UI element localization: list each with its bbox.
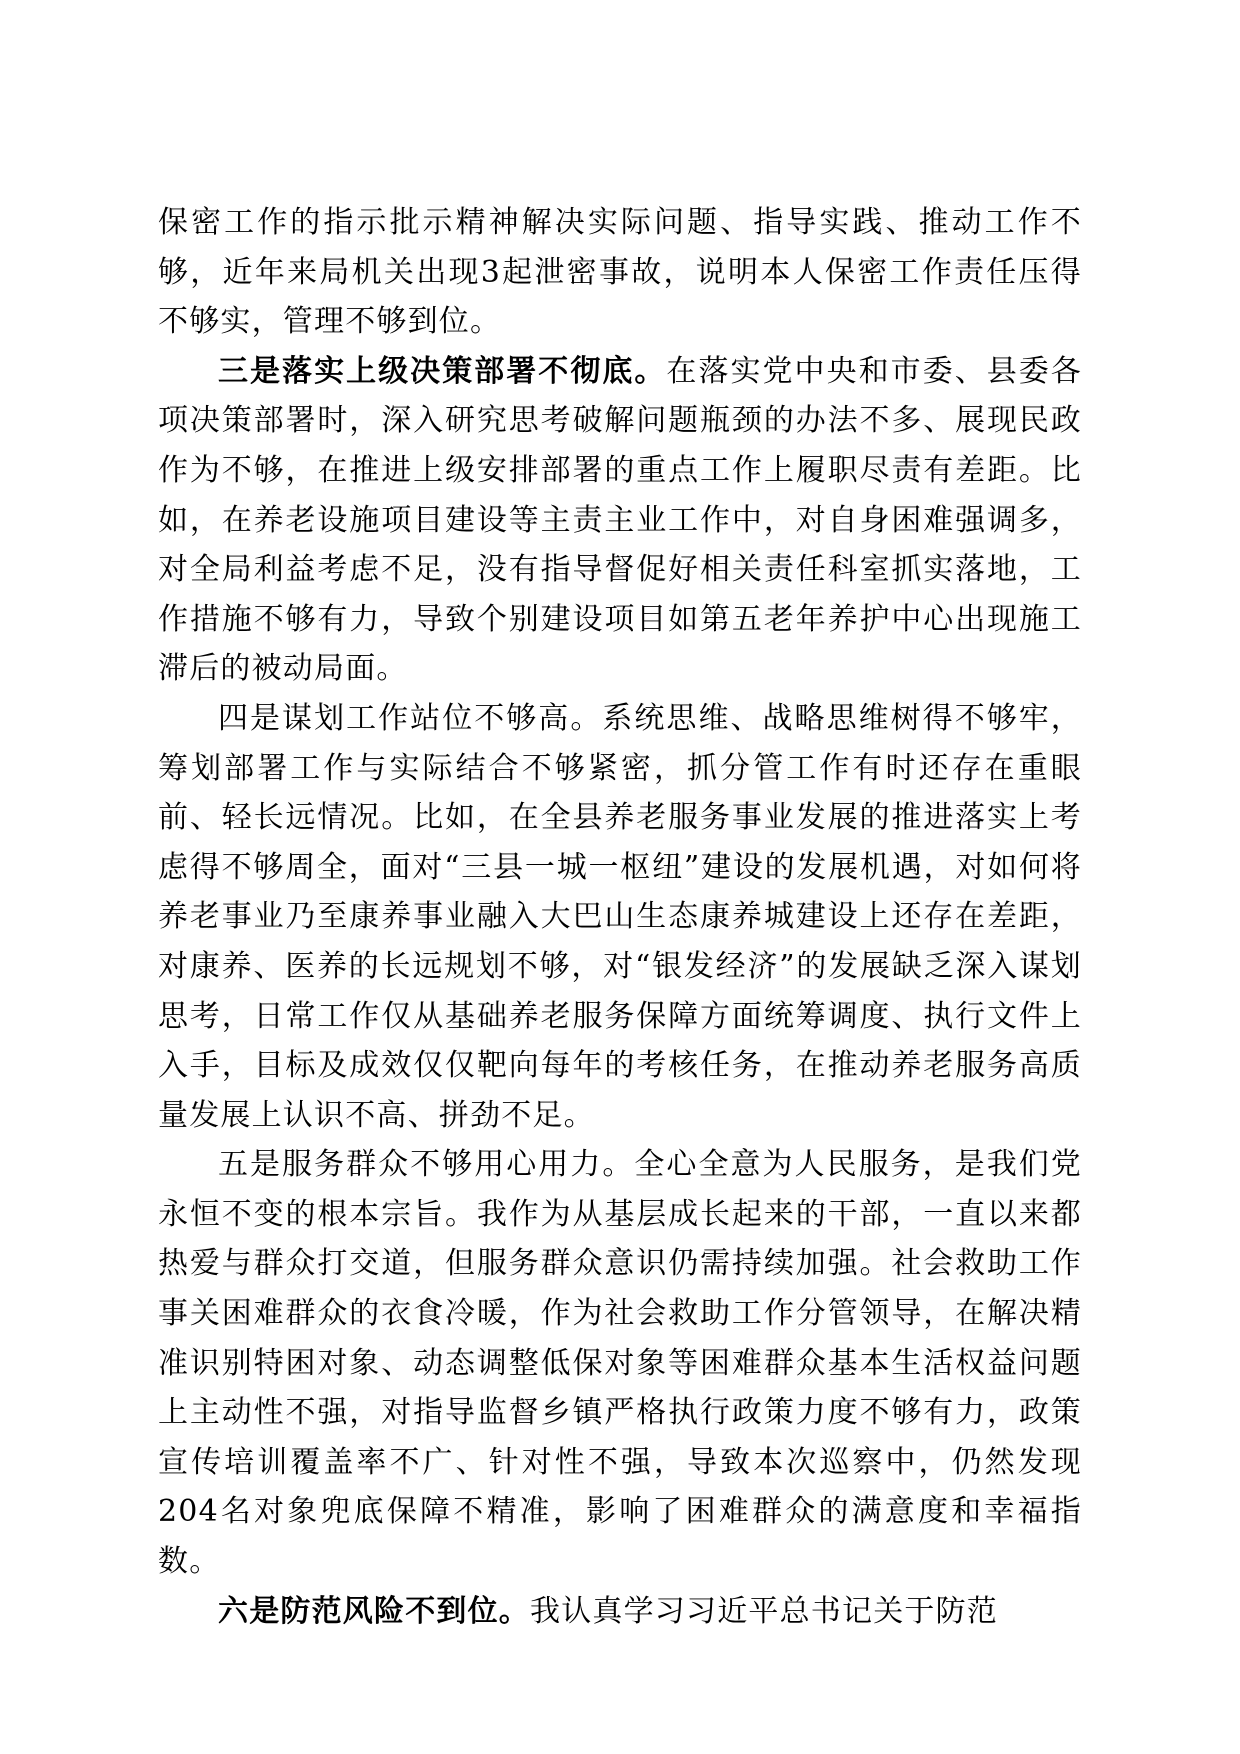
paragraph-2-lead: 三是落实上级决策部署不彻底。 bbox=[218, 353, 667, 389]
paragraph-2-text: 在落实党中央和市委、县委各项决策部署时，深入研究思考破解问题瓶颈的办法不多、展现民政作为不够，在推进上级安排部署的重点工作上履职尽责有差距。比如，在养老设施项目建设等主责主业工作中，对自身困难强调多，对全局利益考虑不足，没有指导督促好相关责任科室抓实落地，工作措施不够有力，导致个别建设项目如第五老年养护中心出现施工滞后的被动局面。 bbox=[158, 353, 1082, 687]
paragraph-5 bbox=[158, 1587, 1082, 1637]
paragraph-1-text: 保密工作的指示批示精神解决实际问题、指导实践、推动工作不够，近年来局机关出现3起泄密事故，说明本人保密工作责任压得不够实，管理不够到位。 bbox=[158, 205, 1082, 340]
paragraph-1 bbox=[158, 198, 1082, 347]
document-page bbox=[158, 198, 1082, 1636]
paragraph-3-text: 四是谋划工作站位不够高。系统思维、战略思维树得不够牢，筹划部署工作与实际结合不够紧密，抓分管工作有时还存在重眼前、轻长远情况。比如，在全县养老服务事业发展的推进落实上考虑得不够周全，面对“三县一城一枢纽”建设的发展机遇，对如何将养老事业乃至康养事业融入大巴山生态康养城建设上还存在差距，对康养、医养的长远规划不够，对“银发经济”的发展缺乏深入谋划思考，日常工作仅从基础养老服务保障方面统筹调度、执行文件上入手，目标及成效仅仅靶向每年的考核任务，在推动养老服务高质量发展上认识不高、拼劲不足。 bbox=[158, 700, 1082, 1133]
paragraph-4 bbox=[158, 1140, 1082, 1586]
paragraph-3 bbox=[158, 694, 1082, 1140]
paragraph-4-text: 五是服务群众不够用心用力。全心全意为人民服务，是我们党永恒不变的根本宗旨。我作为从基层成长起来的干部，一直以来都热爱与群众打交道，但服务群众意识仍需持续加强。社会救助工作事关困难群众的衣食冷暖，作为社会救助工作分管领导，在解决精准识别特困对象、动态调整低保对象等困难群众基本生活权益问题上主动性不强，对指导监督乡镇严格执行政策力度不够有力，政策宣传培训覆盖率不广、针对性不强，导致本次巡察中，仍然发现204名对象兜底保障不精准，影响了困难群众的满意度和幸福指数。 bbox=[158, 1147, 1082, 1580]
paragraph-5-lead: 六是防范风险不到位。 bbox=[218, 1593, 530, 1629]
paragraph-2 bbox=[158, 347, 1082, 694]
paragraph-5-text: 我认真学习习近平总书记关于防范 bbox=[530, 1593, 998, 1629]
